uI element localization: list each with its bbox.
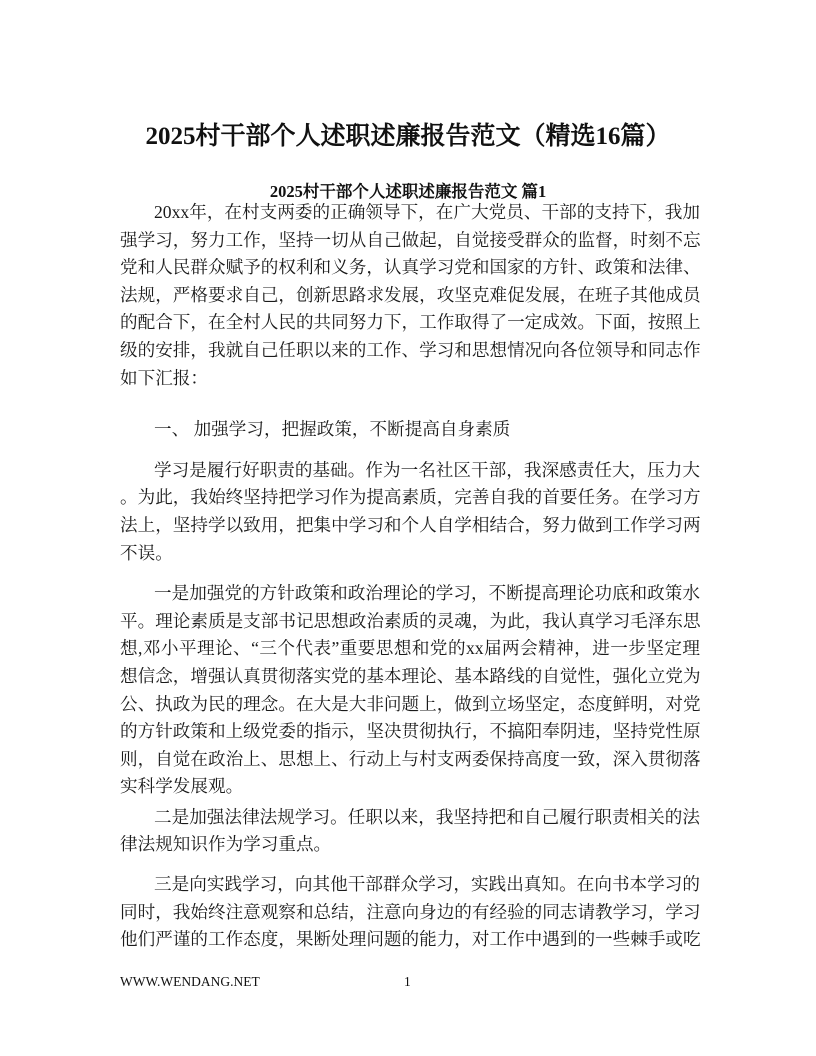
text-line: 20xx年，在村支两委的正确领导下，在广大党员、干部的支持下，我加 — [154, 202, 700, 222]
text-line: 级的安排，我就自己任职以来的工作、学习和思想情况向各位领导和同志作 — [120, 339, 701, 360]
text-line: 不误。 — [120, 542, 173, 563]
section-heading-1 — [120, 416, 700, 444]
page-number: 1 — [404, 974, 411, 989]
text-line: 强学习，努力工作，坚持一切从自己做起，自觉接受群众的监督，时刻不忘 — [120, 229, 701, 250]
section-title: 2025村干部个人述职述廉报告范文 篇1 — [269, 182, 547, 201]
paragraph-intro — [120, 199, 700, 392]
text-line: 的配合下，在全村人民的共同努力下，工作取得了一定成效。下面，按照上 — [120, 312, 701, 333]
paragraph-study-basis — [120, 457, 700, 567]
text-line: 学习是履行好职责的基础。作为一名社区干部，我深感责任大，压力大 — [154, 459, 700, 480]
text-line: 的方针政策和上级党委的指示，坚决贯彻执行，不搞阳奉阴违，坚持党性原 — [120, 721, 701, 742]
paragraph-practice-study — [120, 871, 700, 954]
document-title: 2025村干部个人述职述廉报告范文（精选16篇） — [145, 123, 671, 150]
text-line: 法上，坚持学以致用，把集中学习和个人自学相结合，努力做到工作学习两 — [120, 514, 701, 535]
text-line: 公、执政为民的理念。在大是大非问题上，做到立场坚定，态度鲜明，对党 — [120, 693, 701, 714]
text-line: 法规，严格要求自己，创新思路求发展，攻坚克难促发展，在班子其他成员 — [120, 284, 701, 305]
text-line: 则，自觉在政治上、思想上、行动上与村支两委保持高度一致，深入贯彻落 — [120, 748, 701, 769]
text-line: 想,邓小平理论、“三个代表”重要思想和党的xx届两会精神，进一步坚定理 — [120, 638, 700, 659]
text-line: 三是向实践学习，向其他干部群众学习，实践出真知。在向书本学习的 — [154, 874, 700, 895]
text-line: 一、 加强学习，把握政策，不断提高自身素质 — [154, 419, 511, 440]
text-line: 同时，我始终注意观察和总结，注意向身边的有经验的同志请教学习，学习 — [120, 901, 701, 922]
text-line: 二是加强法律法规学习。任职以来，我坚持把和自己履行职责相关的法 — [154, 806, 700, 827]
text-line: 实科学发展观。 — [120, 776, 244, 797]
text-line: 平。理论素质是支部书记思想政治素质的灵魂，为此，我认真学习毛泽东思 — [120, 610, 701, 631]
text-line: 他们严谨的工作态度，果断处理问题的能力，对工作中遇到的一些棘手或吃 — [120, 929, 701, 950]
text-line: 律法规知识作为学习重点。 — [120, 834, 332, 855]
text-line: 。为此，我始终坚持把学习作为提高素质，完善自我的首要任务。在学习方 — [120, 487, 701, 508]
text-line: 想信念，增强认真贯彻落实党的基本理论、基本路线的自觉性，强化立党为 — [120, 665, 701, 686]
footer-website: WWW.WENDANG.NET — [120, 974, 260, 989]
text-line: 一是加强党的方针政策和政治理论的学习，不断提高理论功底和政策水 — [154, 583, 700, 604]
paragraph-policy-study — [120, 580, 700, 801]
text-line: 党和人民群众赋予的权利和义务，认真学习党和国家的方针、政策和法律、 — [120, 257, 701, 278]
paragraph-law-study — [120, 804, 700, 859]
text-line: 如下汇报： — [120, 367, 208, 388]
document-body — [120, 199, 700, 954]
